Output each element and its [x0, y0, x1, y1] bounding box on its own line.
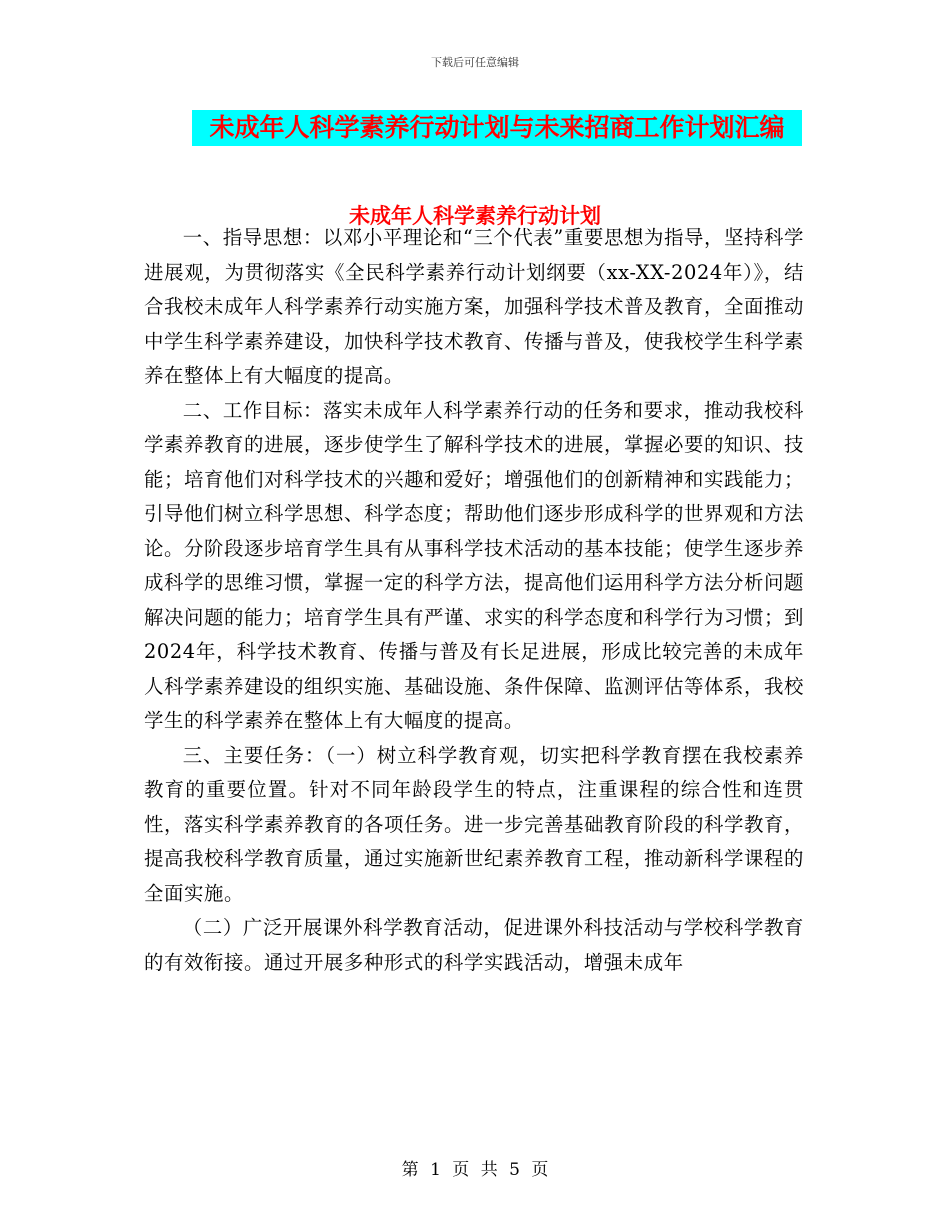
paragraph-work-goals: 二、工作目标：落实未成年人科学素养行动的任务和要求，推动我校科学素养教育的进展，逐步使学生了解科学技术的进展，掌握必要的知识、技能；培育他们对科学技术的兴趣和爱好；增强他们的创新精神和实践能力；引导他们树立科学思想、科学态度；帮助他们逐步形成科学的世界观和方法论。分阶段逐步培育学生具有从事科学技术活动的基本技能；使学生逐步养成科学的思维习惯，掌握一定的科学方法，提高他们运用科学方法分析问题解决问题的能力；培育学生具有严谨、求实的科学态度和科学行为习惯；到2024年，科学技术教育、传播与普及有长足进展，形成比较完善的未成年人科学素养建设的组织实施、基础设施、条件保障、监测评估等体系，我校学生的科学素养在整体上有大幅度的提高。: [144, 398, 804, 732]
paragraph-extracurricular: （二）广泛开展课外科学教育活动，促进课外科技活动与学校科学教育的有效衔接。通过开展多种形式的科学实践活动，增强未成年: [144, 916, 804, 974]
section-title: 未成年人科学素养行动计划: [349, 204, 601, 228]
page-footer: 第 1 页 共 5 页: [401, 1160, 549, 1180]
paragraph-main-tasks: 三、主要任务：（一）树立科学教育观，切实把科学教育摆在我校素养教育的重要位置。针对不同年龄段学生的特点，注重课程的综合性和连贯性，落实科学素养教育的各项任务。进一步完善基础教育阶段的科学教育，提高我校科学教育质量，通过实施新世纪素养教育工程，推动新科学课程的全面实施。: [144, 743, 804, 905]
header-note: 下载后可任意编辑: [431, 56, 519, 69]
main-title: 未成年人科学素养行动计划与未来招商工作计划汇编: [192, 110, 802, 146]
body-text: [144, 221, 804, 980]
paragraph-guiding-ideology: 一、指导思想：以邓小平理论和“三个代表”重要思想为指导，坚持科学进展观，为贯彻落实《全民科学素养行动计划纲要（xx-XX-2024年）》，结合我校未成年人科学素养行动实施方案，加强科学技术普及教育，全面推动中学生科学素养建设，加快科学技术教育、传播与普及，使我校学生科学素养在整体上有大幅度的提高。: [144, 226, 804, 387]
